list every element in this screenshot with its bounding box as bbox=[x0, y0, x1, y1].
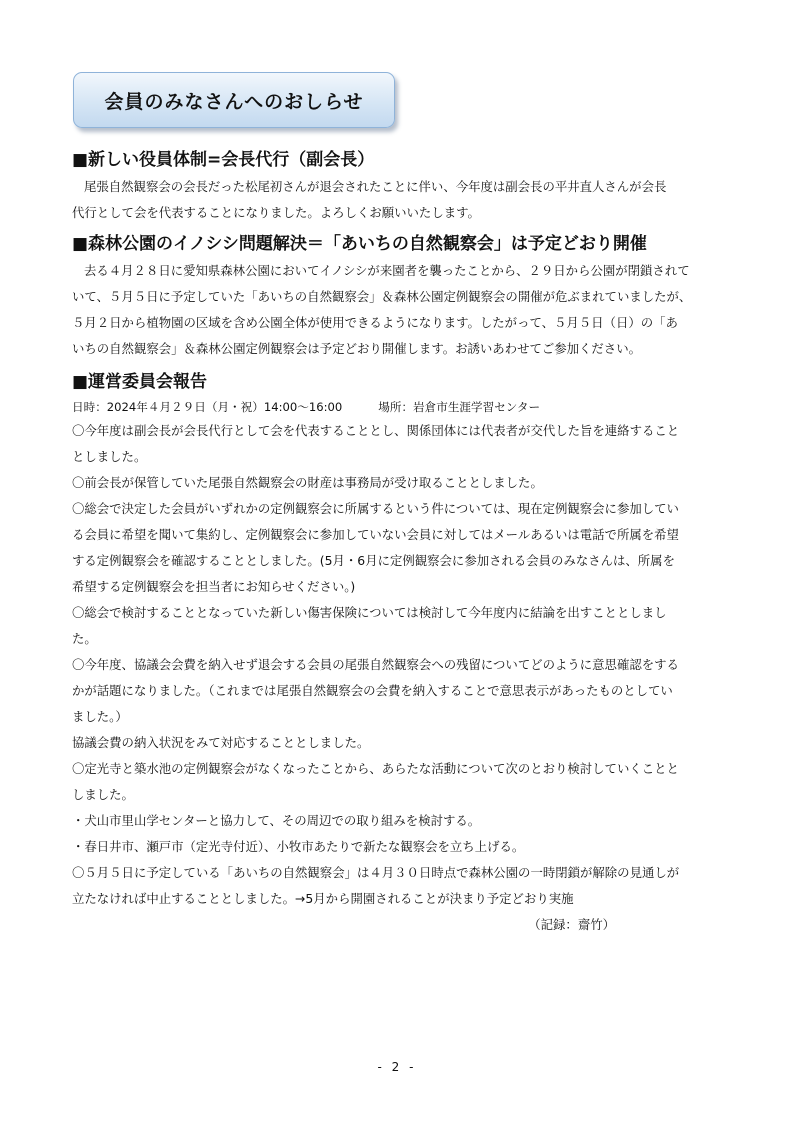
report-line: しました。 bbox=[72, 787, 134, 802]
section-forest-park bbox=[72, 230, 727, 362]
report-line: 希望する定例観察会を担当者にお知らせください。) bbox=[72, 579, 356, 594]
section-new-officers bbox=[72, 146, 727, 226]
paragraph-line: 去る４月２８日に愛知県森林公園においてイノシシが来園者を襲ったことから、２９日から公園が閉鎖されて bbox=[84, 263, 690, 278]
report-line: 〇前会長が保管していた尾張自然観察会の財産は事務局が受け取ることとしました。 bbox=[72, 475, 543, 490]
report-line: としました。 bbox=[72, 449, 147, 464]
paragraph-line: 尾張自然観察会の会長だった松尾初さんが退会されたことに伴い、今年度は副会長の平井直人さんが会長 bbox=[84, 179, 667, 194]
report-line: 〇定光寺と築水池の定例観察会がなくなったことから、あらたな活動について次のとおり検討していくことと bbox=[72, 761, 679, 776]
report-line: 協議会費の納入状況をみて対応することとしました。 bbox=[72, 735, 370, 750]
report-line: する定例観察会を確認することとしました。(5月・6月に定例観察会に参加される会員のみなさんは、所属を bbox=[72, 553, 675, 568]
report-line: ました。） bbox=[72, 709, 128, 724]
meeting-place: 場所：岩倉市生涯学習センター bbox=[378, 400, 541, 414]
page-number: - 2 - bbox=[377, 1060, 417, 1074]
recorder-credit: （記録：齋竹） bbox=[528, 917, 615, 932]
notice-title: 会員のみなさんへのおしらせ bbox=[104, 90, 364, 113]
report-line: た。 bbox=[72, 631, 97, 646]
report-line: 立たなければ中止することとしました。→5月から開園されることが決まり予定どおり実施 bbox=[72, 891, 574, 906]
report-line: る会員に希望を聞いて集約し、定例観察会に参加していない会員に対してはメールあるいは電話で所属を希望 bbox=[72, 527, 679, 542]
document-body bbox=[72, 146, 727, 938]
section-heading: ■運営委員会報告 bbox=[72, 372, 208, 392]
section-heading: ■新しい役員体制=会長代行（副会長） bbox=[72, 150, 375, 170]
paragraph-line: いて、５月５日に予定していた「あいちの自然観察会」＆森林公園定例観察会の開催が危ぶまれていましたが、 bbox=[72, 289, 692, 304]
report-line: 〇総会で決定した会員がいずれかの定例観察会に所属するという件については、現在定例観察会に参加してい bbox=[72, 501, 679, 516]
paragraph-line: 代行として会を代表することになりました。よろしくお願いいたします。 bbox=[72, 205, 480, 220]
paragraph-line: ５月２日から植物園の区域を含め公園全体が使用できるようになります。したがって、５月５日（日）の「あ bbox=[72, 315, 678, 330]
meeting-datetime: 日時：2024年４月２９日（月・祝）14:00〜16:00 bbox=[72, 400, 343, 414]
report-line: ・春日井市、瀬戸市（定光寺付近）、小牧市あたりで新たな観察会を立ち上げる。 bbox=[72, 839, 525, 854]
section-heading: ■森林公園のイノシシ問題解決＝「あいちの自然観察会」は予定どおり開催 bbox=[72, 234, 647, 254]
report-line: 〇５月５日に予定している「あいちの自然観察会」は４月３０日時点で森林公園の一時閉鎖が解除の見通しが bbox=[72, 865, 680, 880]
report-line: ・犬山市里山学センターと協力して、その周辺での取り組みを検討する。 bbox=[72, 813, 481, 828]
report-line: 〇総会で検討することとなっていた新しい傷害保険については検討して今年度内に結論を出すこととしまし bbox=[72, 605, 667, 620]
paragraph-line: いちの自然観察会」＆森林公園定例観察会は予定どおり開催します。お誘いあわせてご参加ください。 bbox=[72, 341, 641, 356]
report-line: 〇今年度、協議会会費を納入せず退会する会員の尾張自然観察会への残留についてどのように意思確認をする bbox=[72, 657, 679, 672]
notice-title-box bbox=[73, 72, 395, 128]
report-line: 〇今年度は副会長が会長代行として会を代表することとし、関係団体には代表者が交代した旨を連絡すること bbox=[72, 423, 680, 438]
report-line: かが話題になりました。（これまでは尾張自然観察会の会費を納入することで意思表示があったものとしてい bbox=[72, 683, 673, 698]
meeting-meta bbox=[72, 396, 727, 418]
section-committee-report bbox=[72, 368, 727, 938]
